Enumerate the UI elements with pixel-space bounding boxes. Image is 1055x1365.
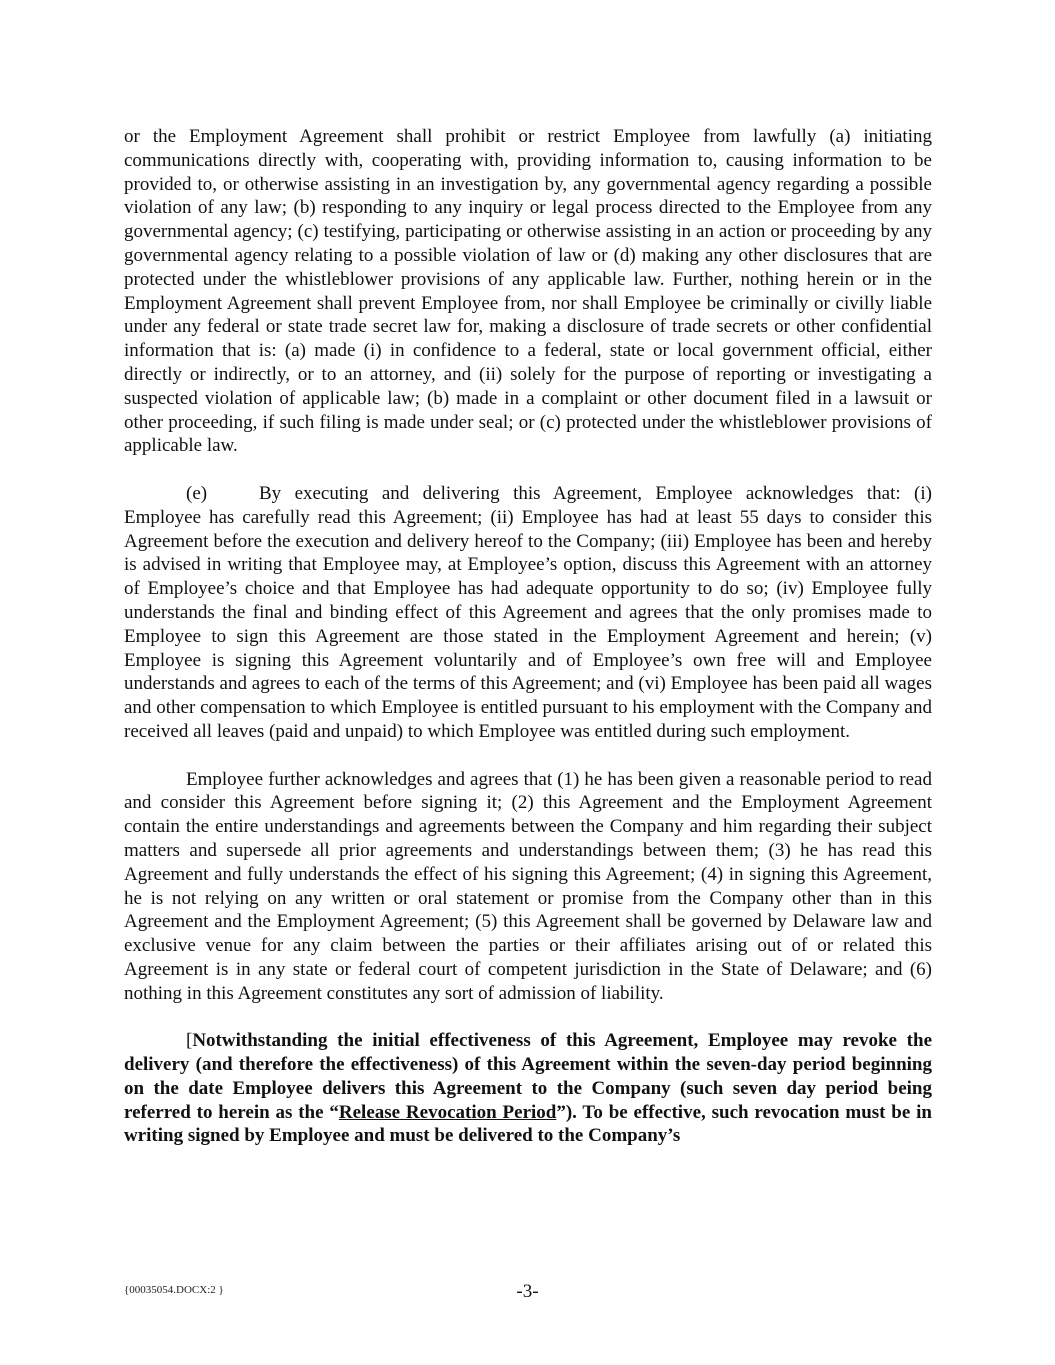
paragraph-acknowledgements-text: By executing and delivering this Agreement, Employee acknowledges that: (i) Employee has carefully read this Agreement; (ii) Employee has had at least 55 days to consider this Agreement before the execution and delivery hereof to the Company; (iii) Employee has been and hereby is advised in writing that Employee may, at Employee’s option, discuss this Agreement with an attorney of Employee’s choice and that Employee has had adequate opportunity to do so; (iv) Employee fully understands the final and binding effect of this Agreement and agrees that the only promises made to Employee to sign this Agreement are those stated in the Employment Agreement and herein; (v) Employee is signing this Agreement voluntarily and of Employee’s own free will and Employee understands and agrees to each of the terms of this Agreement; and (vi) Employee has been paid all wages and other compensation to which Employee is entitled pursuant to his employment with the Company and received all leaves (paid and unpaid) to which Employee was entitled during such employment. [124, 482, 932, 742]
quote-close: ” [556, 1101, 566, 1123]
paragraph-acknowledgements [124, 482, 932, 744]
revocation-text-a: Notwithstanding the initial effectiveness of this Agreement, Employee may revoke the delivery (and therefore the effectiveness) of this Agreement within the seven-day period beginning on the date Employee delivers this Agreement to the Company (such seven day period being referred to herein as the [124, 1030, 932, 1123]
bracket: [ [186, 1030, 193, 1052]
document-body [124, 125, 932, 1148]
defined-term-release-revocation-period: Release Revocation Period [338, 1101, 557, 1123]
revocation-text-b: ). To be effective, such revocation must be in writing signed by Employee and must be delivered to the Company’s [124, 1101, 932, 1147]
footer-document-id: {00035054.DOCX:2 } [124, 1284, 224, 1296]
paragraph-whistleblower: or the Employment Agreement shall prohibit or restrict Employee from lawfully (a) initiating communications directly with, cooperating with, providing information to, causing information to be provided to, or otherwise assisting in an investigation by, any governmental agency regarding a possible violation of any law; (b) responding to any inquiry or legal process directed to the Employee from any governmental agency; (c) testifying, participating or otherwise assisting in an action or proceeding by any governmental agency relating to a possible violation of law or (d) making any other disclosures that are protected under the whistleblower provisions of any applicable law. Further, nothing herein or in the Employment Agreement shall prevent Employee from, nor shall Employee be criminally or civilly liable under any federal or state trade secret law for, making a disclosure of trade secrets or other confidential information that is: (a) made (i) in confidence to a federal, state or local government official, either directly or indirectly, or to an attorney, and (ii) solely for the purpose of reporting or investigating a suspected violation of applicable law; (b) made in a complaint or other document filed in a lawsuit or other proceeding, if such filing is made under seal; or (c) protected under the whistleblower provisions of applicable law. [124, 126, 932, 457]
paragraph-further-acknowledgements: Employee further acknowledges and agrees that (1) he has been given a reasonable period to read and consider this Agreement before signing it; (2) this Agreement and the Employment Agreement contain the entire understandings and agreements between the Company and him regarding their subject matters and supersede all prior agreements and understandings between them; (3) he has read this Agreement and fully understands the effect of his signing this Agreement; (4) in signing this Agreement, he is not relying on any written or oral statement or promise from the Company other than in this Agreement and the Employment Agreement; (5) this Agreement shall be governed by Delaware law and exclusive venue for any claim between the parties or their affiliates arising out of or related this Agreement is in any state or federal court of competent jurisdiction in the State of Delaware; and (6) nothing in this Agreement constitutes any sort of admission of liability. [124, 768, 932, 1004]
footer-page-number: -3- [516, 1281, 539, 1302]
quote-open: “ [329, 1101, 339, 1123]
section-marker: (e) [186, 482, 208, 504]
paragraph-revocation [124, 1029, 932, 1148]
